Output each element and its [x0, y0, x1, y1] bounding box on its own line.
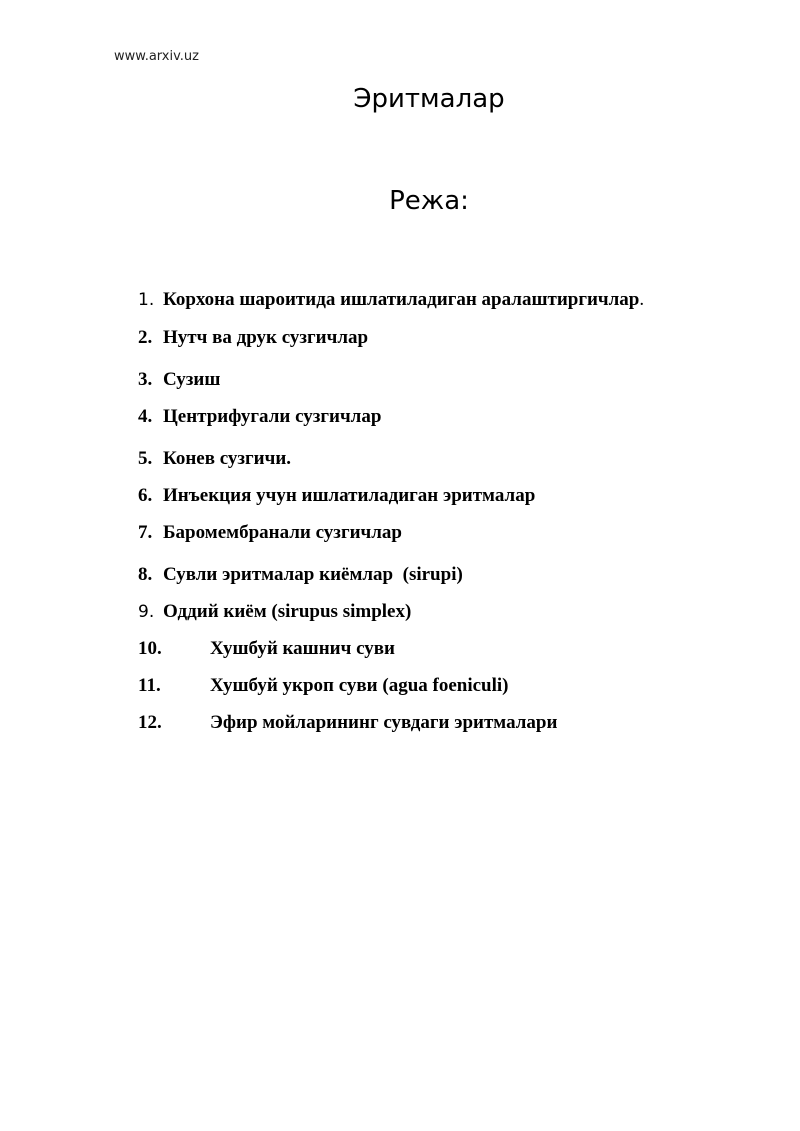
plan-item-10	[138, 637, 395, 661]
plan-item-number: 2.	[138, 327, 153, 348]
plan-item-text: Оддий киём (sirupus simplex)	[163, 601, 412, 622]
plan-item-1	[138, 288, 644, 312]
plan-item-number: 5.	[138, 448, 153, 469]
plan-item-number: 7.	[138, 522, 153, 543]
plan-item-7	[138, 521, 402, 545]
plan-item-text: Инъекция учун ишлатиладиган эритмалар	[163, 485, 536, 506]
plan-item-text: Конев сузгичи.	[163, 448, 292, 469]
plan-item-8	[138, 563, 463, 587]
plan-item-number: 11.	[138, 675, 161, 696]
plan-item-number: 1.	[138, 290, 155, 310]
plan-item-12	[138, 711, 557, 735]
plan-item-4	[138, 405, 381, 429]
plan-item-number: 9.	[138, 602, 155, 622]
plan-item-tail: .	[639, 289, 645, 310]
plan-item-text: Баромембранали сузгичлар	[163, 522, 402, 543]
plan-item-11	[138, 674, 509, 698]
plan-item-text: Центрифугали сузгичлар	[163, 406, 382, 427]
plan-heading: Режа:	[389, 186, 469, 216]
plan-item-6	[138, 484, 535, 508]
plan-item-text: Хушбуй укроп суви (agua foeniculi)	[210, 675, 509, 696]
plan-item-number: 8.	[138, 564, 153, 585]
plan-item-5	[138, 447, 291, 471]
plan-item-text: Нутч ва друк сузгичлар	[163, 327, 369, 348]
plan-item-2	[138, 326, 368, 350]
plan-item-number: 12.	[138, 712, 162, 733]
plan-item-text: Корхона шароитида ишлатиладиган аралаштиргичлар	[163, 289, 640, 310]
plan-item-3	[138, 368, 220, 392]
plan-item-text: Сувли эритмалар киёмлар (sirupi)	[163, 564, 463, 585]
document-title: Эритмалар	[353, 84, 505, 114]
plan-item-number: 6.	[138, 485, 153, 506]
plan-item-number: 4.	[138, 406, 153, 427]
header-url: www.arxiv.uz	[114, 49, 199, 64]
plan-item-number: 10.	[138, 638, 162, 659]
plan-item-9	[138, 600, 411, 624]
plan-item-text: Эфир мойларининг сувдаги эритмалари	[210, 712, 558, 733]
plan-item-text: Сузиш	[163, 369, 221, 390]
plan-item-number: 3.	[138, 369, 153, 390]
plan-item-text: Хушбуй кашнич суви	[210, 638, 395, 659]
